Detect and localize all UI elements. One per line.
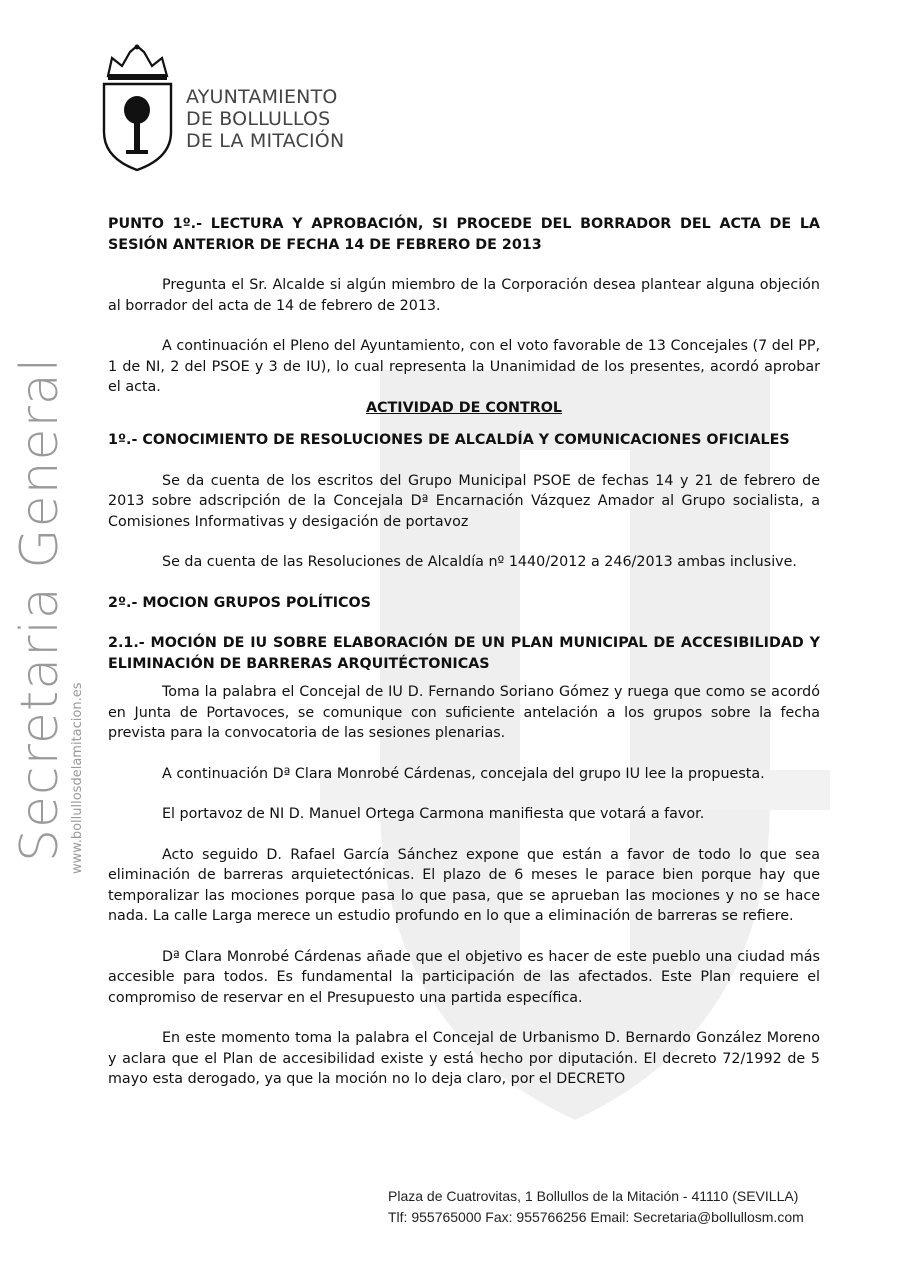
punto1-paragraph-1: Pregunta el Sr. Alcalde si algún miembro de la Corporación desea plantear alguna objeción al borrador del acta de 14 de febrero de 2013. [108, 277, 820, 314]
coat-of-arms-icon [100, 44, 175, 174]
section-2-1-paragraph-6: En este momento toma la palabra el Concejal de Urbanismo D. Bernardo González Moreno y aclara que el Plan de accesibilidad existe y está hecho por diputación. El decreto 72/1992 de 5 mayo esta derogado, ya que la moción no lo deja claro, por el DECRETO [108, 1030, 820, 1087]
side-title [10, 357, 70, 862]
side-title-text: Secretaria General [10, 356, 70, 862]
punto1-paragraph-2: A continuación el Pleno del Ayuntamiento, con el voto favorable de 13 Concejales (7 del PP, 1 de NI, 2 del PSOE y 3 de IU), lo cual representa la Unanimidad de los presentes, acordó aprobar el acta. [108, 338, 820, 395]
header-logo [100, 44, 360, 174]
section-2-1-paragraph-3: El portavoz de NI D. Manuel Ortega Carmona manifiesta que votará a favor. [162, 806, 705, 822]
org-line-2: DE BOLLULLOS [186, 108, 331, 130]
section-2-1-title: 2.1.- MOCIÓN DE IU SOBRE ELABORACIÓN DE UN PLAN MUNICIPAL DE ACCESIBILIDAD Y ELIMINACIÓN DE BARRERAS ARQUITÉCTONICAS [108, 635, 820, 672]
section-2-1-paragraph-2: A continuación Dª Clara Monrobé Cárdenas, concejala del grupo IU lee la propuesta. [162, 765, 765, 782]
section-2-1-paragraph-4: Acto seguido D. Rafael García Sánchez expone que están a favor de todo lo que sea eliminación de barreras arquietectónicas. El plazo de 6 meses le paracе bien porque hay que temporalizar las mociones porque pasa lo que pasa, que se aprueban las mociones y no se hace nada. La calle Larga merece un estudio profundo en lo que a eliminación de barreras se refiere. [108, 846, 820, 924]
footer-contact: Tlf: 955765000 Fax: 955766256 Email: Secretaria@bollullosm.com [388, 1209, 804, 1225]
org-line-3: DE LA MITACIÓN [186, 130, 345, 152]
document-body [108, 214, 820, 1090]
organization-name [186, 86, 344, 152]
section-1-paragraph-1: Se da cuenta de los escritos del Grupo Municipal PSOE de fechas 14 y 21 de febrero de 2013 sobre adscripción de la Concejala Dª Encarnación Vázquez Amador al Grupo socialista, a Comisiones Informativas y desigación de portavoz [108, 472, 820, 530]
footer-address: Plaza de Cuatrovitas, 1 Bollullos de la Mitación - 41110 (SEVILLA) [388, 1188, 799, 1204]
section-2-1-paragraph-5: Dª Clara Monrobé Cárdenas añade que el objetivo es hacer de este pueblo una ciudad más accesible para todos. Es fundamental la participación de las afectados. Este Plan requiere el compromiso de reservar en el Presupuesto una partida específica. [108, 948, 820, 1006]
control-heading: ACTIVIDAD DE CONTROL [365, 399, 563, 416]
section-2-1-paragraph-1: Toma la palabra el Concejal de IU D. Fernando Soriano Gómez y ruega que como se acordó en Junta de Portavoces, se comunique con suficiente antelación a los grupos sobre la fecha prevista para la convocatoria de las sesiones plenarias. [108, 684, 820, 741]
footer [388, 1186, 828, 1228]
side-url: www.bollullosdelamitacion.es [70, 682, 85, 874]
section-1-paragraph-2: Se da cuenta de las Resoluciones de Alcaldía nº 1440/2012 a 246/2013 ambas inclusive. [162, 554, 797, 570]
punto1-title: PUNTO 1º.- LECTURA Y APROBACIÓN, SI PROCEDE DEL BORRADOR DEL ACTA DE LA SESIÓN ANTERIOR DE FECHA 14 DE FEBRERO DE 2013 [108, 216, 820, 253]
org-line-1: AYUNTAMIENTO [186, 86, 338, 108]
section-1-title: 1º.- CONOCIMIENTO DE RESOLUCIONES DE ALCALDÍA Y COMUNICACIONES OFICIALES [108, 432, 790, 448]
section-2-title: 2º.- MOCION GRUPOS POLÍTICOS [108, 594, 371, 611]
